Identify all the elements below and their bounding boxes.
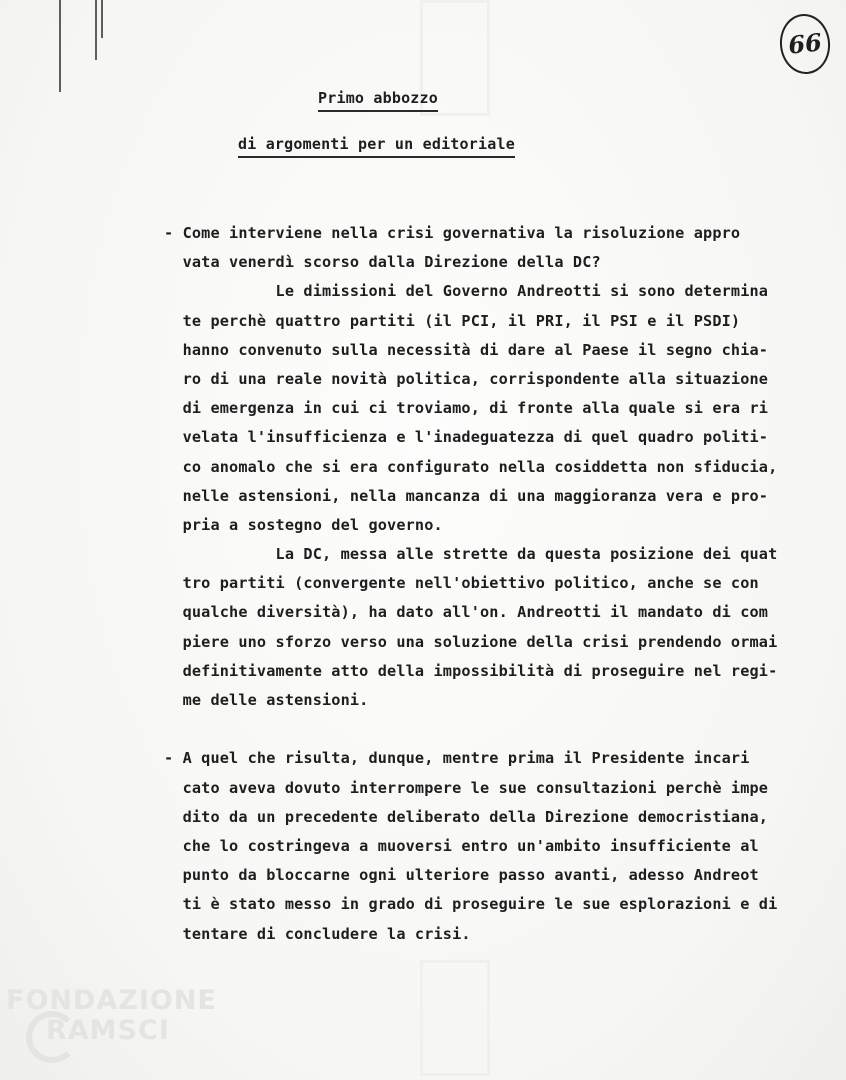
text-line: La DC, messa alle strette da questa posizione dei quat — [164, 545, 778, 564]
text-line: dito da un precedente deliberato della Direzione democristiana, — [164, 807, 769, 826]
text-line: definitivamente atto della impossibilità di proseguire nel regi- — [164, 661, 778, 680]
text-line: hanno convenuto sulla necessità di dare al Paese il segno chia- — [164, 340, 769, 359]
text-line: piere uno sforzo verso una soluzione della crisi prendendo ormai — [164, 632, 778, 651]
text-line: tro partiti (convergente nell'obiettivo politico, anche se con — [164, 574, 759, 593]
text-line: te perchè quattro partiti (il PCI, il PRI, il PSI e il PSDI) — [164, 311, 741, 330]
page-number-circled: 66 — [777, 12, 833, 77]
title-line-1: Primo abbozzo — [318, 89, 438, 112]
text-line: tentare di concludere la crisi. — [164, 924, 471, 943]
text-line: - Come interviene nella crisi governativa la risoluzione appro — [164, 224, 741, 242]
text-line: qualche diversità), ha dato all'on. Andreotti il mandato di com — [164, 603, 769, 622]
text-line: di emergenza in cui ci troviamo, di fronte alla quale si era ri — [164, 399, 769, 418]
paragraph-gap — [164, 715, 814, 744]
text-line: nelle astensioni, nella mancanza di una maggioranza vera e pro- — [164, 486, 769, 505]
text-line: pria a sostegno del governo. — [164, 515, 443, 534]
text-line: cato aveva dovuto interrompere le sue consultazioni perchè impe — [164, 778, 769, 797]
text-line: co anomalo che si era configurato nella cosiddetta non sfiducia, — [164, 457, 778, 476]
text-line: vata venerdì scorso dalla Direzione della DC? — [164, 253, 601, 272]
title-line-2: di argomenti per un editoriale — [238, 135, 515, 158]
text-line: - A quel che risulta, dunque, mentre prima il Presidente incari — [164, 749, 750, 768]
text-line: ro di una reale novità politica, corrispondente alla situazione — [164, 369, 769, 388]
watermark-line-1: FONDAZIONE — [6, 985, 217, 1016]
text-line: velata l'insufficienza e l'inadeguatezza di quel quadro politi- — [164, 428, 769, 447]
text-line: me delle astensioni. — [164, 691, 369, 709]
binding-marks — [55, 0, 105, 95]
archive-watermark — [6, 985, 216, 1065]
typed-body-text — [164, 219, 814, 949]
watermark-line-2: RAMSCI — [46, 1015, 170, 1046]
text-line: punto da bloccarne ogni ulteriore passo avanti, adesso Andreot — [164, 866, 759, 885]
text-line: Le dimissioni del Governo Andreotti si sono determina — [164, 282, 769, 301]
text-line: ti è stato messo in grado di proseguire le sue esplorazioni e di — [164, 895, 778, 914]
bleed-through-mark — [420, 960, 490, 1076]
text-line: che lo costringeva a muoversi entro un'ambito insufficiente al — [164, 836, 759, 855]
